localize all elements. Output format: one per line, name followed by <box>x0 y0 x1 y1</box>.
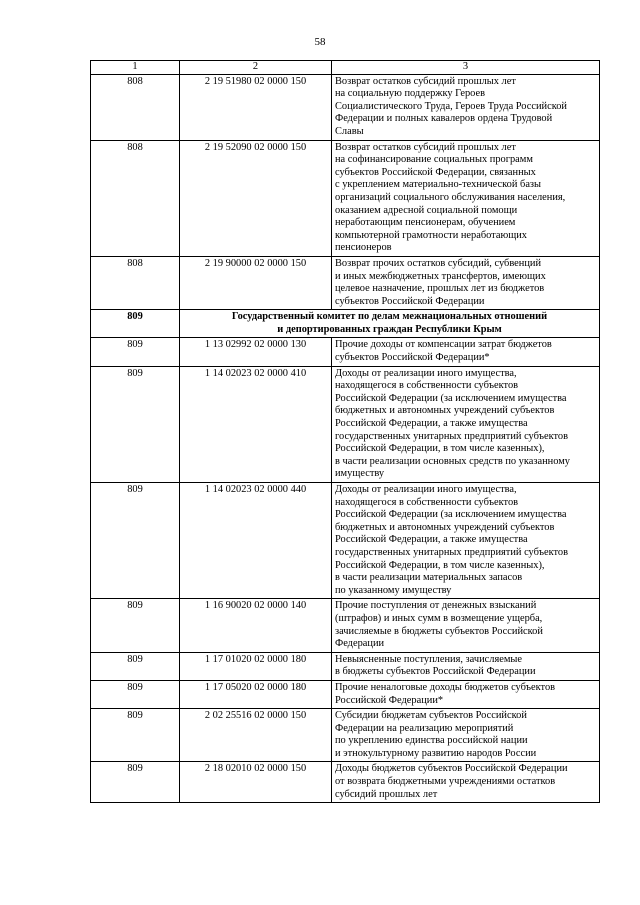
description-line: Прочие доходы от компенсации затрат бюджетов <box>335 339 552 351</box>
budget-classification-code: 2 18 02010 02 0000 150 <box>180 762 332 803</box>
description-line: Российской Федерации, в том числе казенных), <box>335 559 545 571</box>
description-line: в части реализации материальных запасов <box>335 572 523 584</box>
description-line: Доходы бюджетов субъектов Российской Федерации <box>335 763 568 775</box>
description-line: неработающим пенсионерам, обучением <box>335 217 516 229</box>
description-line: по указанному имуществу <box>335 584 452 596</box>
budget-classification-code: 1 14 02023 02 0000 410 <box>180 366 332 482</box>
admin-code-cell: 809 <box>91 709 180 762</box>
revenue-description <box>332 338 600 366</box>
table-row <box>91 680 600 708</box>
description-line: Российской Федерации, в том числе казенных), <box>335 443 545 455</box>
section-title-line: Государственный комитет по делам межнациональных отношений <box>231 311 548 323</box>
budget-classification-code: 1 17 01020 02 0000 180 <box>180 652 332 680</box>
description-line: в части реализации основных средств по указанному <box>335 455 570 467</box>
description-line: Доходы от реализации иного имущества, <box>335 367 517 379</box>
admin-code-cell: 809 <box>91 483 180 599</box>
description-line: Федерации и полных кавалеров ордена Трудовой <box>335 113 553 125</box>
description-line: Возврат остатков субсидий прошлых лет <box>335 141 516 153</box>
description-line: Прочие поступления от денежных взысканий <box>335 600 537 612</box>
description-line: субъектов Российской Федерации <box>335 295 485 307</box>
description-line: Славы <box>335 125 364 137</box>
revenue-description <box>332 483 600 599</box>
description-line: государственных унитарных предприятий субъектов <box>335 430 569 442</box>
admin-code-cell: 809 <box>91 599 180 652</box>
table-row <box>91 140 600 256</box>
description-line: в бюджеты субъектов Российской Федерации <box>335 666 536 678</box>
table-row <box>91 74 600 140</box>
description-line: Невыясненные поступления, зачисляемые <box>335 653 523 665</box>
description-line: Федерации <box>335 638 385 650</box>
description-line: Субсидии бюджетам субъектов Российской <box>335 710 527 722</box>
budget-classification-code: 2 02 25516 02 0000 150 <box>180 709 332 762</box>
table-row <box>91 709 600 762</box>
budget-classification-code: 1 14 02023 02 0000 440 <box>180 483 332 599</box>
table-row <box>91 599 600 652</box>
revenue-description <box>332 140 600 256</box>
description-line: по укреплению единства российской нации <box>335 735 528 747</box>
description-line: оказанием адресной социальной помощи <box>335 204 518 216</box>
section-title-line: и депортированных граждан Республики Крым <box>277 323 502 335</box>
description-line: находящегося в собственности субъектов <box>335 496 519 508</box>
admin-code-cell: 808 <box>91 74 180 140</box>
admin-code-cell: 809 <box>91 652 180 680</box>
table-row <box>91 483 600 599</box>
description-line: субсидий прошлых лет <box>335 788 438 800</box>
description-line: пенсионеров <box>335 242 392 254</box>
budget-classification-code: 1 16 90020 02 0000 140 <box>180 599 332 652</box>
description-line: (штрафов) и иных сумм в возмещение ущерба, <box>335 612 543 624</box>
revenue-description <box>332 709 600 762</box>
table-row <box>91 338 600 366</box>
revenue-description <box>332 652 600 680</box>
description-line: Российской Федерации, а также имущества <box>335 534 528 546</box>
description-line: бюджетных и автономных учреждений субъектов <box>335 405 555 417</box>
description-line: Российской Федерации (за исключением имущества <box>335 509 567 521</box>
description-line: государственных унитарных предприятий субъектов <box>335 546 569 558</box>
description-line: организаций социального обслуживания населения, <box>335 191 566 203</box>
description-line: бюджетных и автономных учреждений субъектов <box>335 521 555 533</box>
description-line: субъектов Российской Федерации, связанных <box>335 166 536 178</box>
description-line: субъектов Российской Федерации* <box>335 352 490 364</box>
description-line: Российской Федерации, а также имущества <box>335 418 528 430</box>
description-line: компьютерной грамотности неработающих <box>335 229 527 241</box>
budget-classification-code: 2 19 52090 02 0000 150 <box>180 140 332 256</box>
table-row <box>91 652 600 680</box>
admin-code-cell: 808 <box>91 256 180 309</box>
description-line: и этнокультурному развитию народов России <box>335 747 537 759</box>
admin-code-cell: 808 <box>91 140 180 256</box>
column-number-header <box>91 61 600 75</box>
section-header-row <box>91 310 600 338</box>
description-line: на софинансирование социальных программ <box>335 154 533 166</box>
table-row <box>91 366 600 482</box>
admin-code-cell: 809 <box>91 680 180 708</box>
section-title <box>180 310 600 338</box>
revenue-description <box>332 762 600 803</box>
admin-code-cell: 809 <box>91 310 180 338</box>
budget-classification-code: 2 19 51980 02 0000 150 <box>180 74 332 140</box>
description-line: на социальную поддержку Героев <box>335 88 486 100</box>
table-row <box>91 256 600 309</box>
description-line: Доходы от реализации иного имущества, <box>335 484 517 495</box>
table-row <box>91 762 600 803</box>
description-line: и иных межбюджетных трансфертов, имеющих <box>335 270 546 282</box>
description-line: имуществу <box>335 468 385 480</box>
budget-codes-table <box>90 60 600 803</box>
description-line: Прочие неналоговые доходы бюджетов субъектов <box>335 681 556 693</box>
admin-code-cell: 809 <box>91 366 180 482</box>
description-line: от возврата бюджетными учреждениями остатков <box>335 776 556 788</box>
column-1-header: 1 <box>91 61 180 75</box>
description-line: с укреплением материально-технической базы <box>335 179 542 191</box>
budget-classification-code: 2 19 90000 02 0000 150 <box>180 256 332 309</box>
column-2-header: 2 <box>180 61 332 75</box>
admin-code-cell: 809 <box>91 338 180 366</box>
description-line: Российской Федерации* <box>335 694 444 706</box>
column-3-header: 3 <box>332 61 600 75</box>
description-line: Возврат прочих остатков субсидий, субвенций <box>335 257 542 269</box>
description-line: Возврат остатков субсидий прошлых лет <box>335 75 516 87</box>
description-line: Российской Федерации (за исключением имущества <box>335 392 567 404</box>
description-line: Социалистического Труда, Героев Труда Российской <box>335 100 567 112</box>
revenue-description <box>332 256 600 309</box>
revenue-description <box>332 599 600 652</box>
revenue-description <box>332 680 600 708</box>
description-line: зачисляемые в бюджеты субъектов Российской <box>335 625 543 637</box>
description-line: Федерации на реализацию мероприятий <box>335 722 514 734</box>
page-number: 58 <box>314 36 326 48</box>
revenue-description <box>332 366 600 482</box>
budget-classification-code: 1 17 05020 02 0000 180 <box>180 680 332 708</box>
revenue-description <box>332 74 600 140</box>
description-line: находящегося в собственности субъектов <box>335 380 519 392</box>
description-line: целевое назначение, прошлых лет из бюджетов <box>335 283 545 295</box>
budget-classification-code: 1 13 02992 02 0000 130 <box>180 338 332 366</box>
admin-code-cell: 809 <box>91 762 180 803</box>
